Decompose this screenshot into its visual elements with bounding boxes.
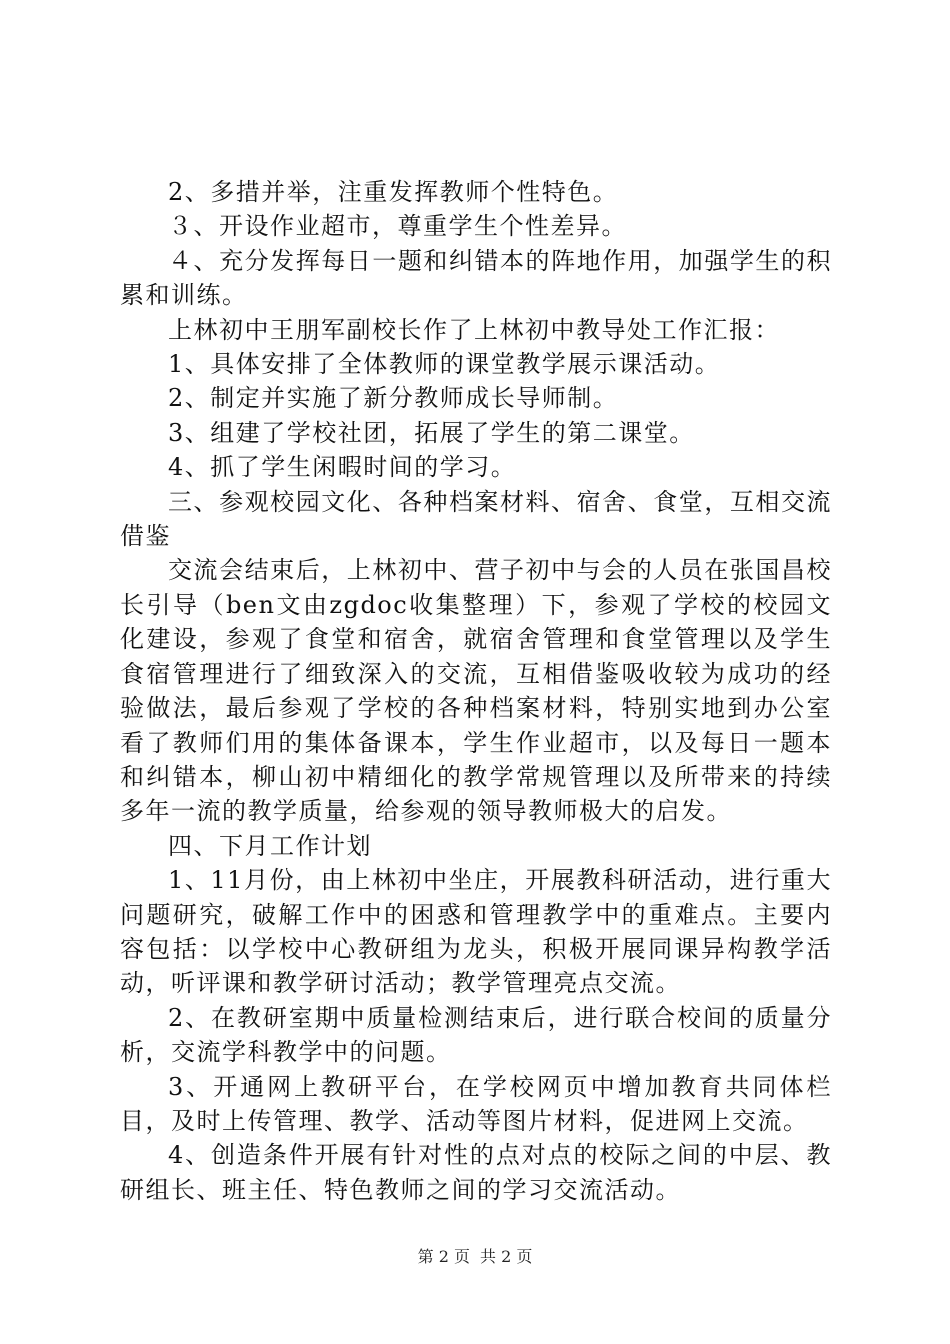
paragraph: 4、抓了学生闲暇时间的学习。	[168, 453, 517, 482]
paragraph: 3、组建了学校社团，拓展了学生的第二课堂。	[168, 418, 695, 447]
section-heading: 四、下月工作计划	[168, 831, 372, 860]
page-total: 共 2 页	[480, 1247, 533, 1266]
paragraph: 1、11月份，由上林初中坐庄，开展教科研活动，进行重大问题研究，破解工作中的困惑和管理教学中的重难点。主要内容包括：以学校中心教研组为龙头，积极开展同课异构教学活动，听评课和教学研讨活动；教学管理亮点交流。	[120, 866, 832, 998]
page-footer	[0, 1244, 950, 1267]
document-body	[120, 175, 832, 1207]
page-number: 第 2 页	[417, 1247, 470, 1266]
paragraph: 4、创造条件开展有针对性的点对点的校际之间的中层、教研组长、班主任、特色教师之间的学习交流活动。	[120, 1141, 832, 1204]
paragraph: 2、制定并实施了新分教师成长导师制。	[168, 384, 619, 413]
paragraph: 3、开通网上教研平台，在学校网页中增加教育共同体栏目，及时上传管理、教学、活动等图片材料，促进网上交流。	[120, 1072, 832, 1135]
paragraph: ４、充分发挥每日一题和纠错本的阵地作用，加强学生的积累和训练。	[120, 246, 832, 310]
paragraph: 1、具体安排了全体教师的课堂教学展示课活动。	[168, 350, 721, 379]
paragraph: 2、在教研室期中质量检测结束后，进行联合校间的质量分析，交流学科教学中的问题。	[120, 1003, 832, 1067]
paragraph: 上林初中王朋军副校长作了上林初中教导处工作汇报：	[168, 315, 780, 344]
paragraph: 2、多措并举，注重发挥教师个性特色。	[168, 178, 619, 206]
section-heading: 三、参观校园文化、各种档案材料、宿舍、食堂，互相交流借鉴	[120, 487, 832, 551]
paragraph: 交流会结束后，上林初中、营子初中与会的人员在张国昌校长引导（ben文由zgdoc收集整理）下，参观了学校的校园文化建设，参观了食堂和宿舍，就宿舍管理和食堂管理以及学生食宿管理进行了细致深入的交流，互相借鉴吸收较为成功的经验做法，最后参观了学校的各种档案材料，特别实地到办公室看了教师们用的集体备课本，学生作业超市，以及每日一题本和纠错本，柳山初中精细化的教学常规管理以及所带来的持续多年一流的教学质量，给参观的领导教师极大的启发。	[120, 556, 832, 826]
paragraph: ３、开设作业超市，尊重学生个性差异。	[168, 212, 627, 241]
